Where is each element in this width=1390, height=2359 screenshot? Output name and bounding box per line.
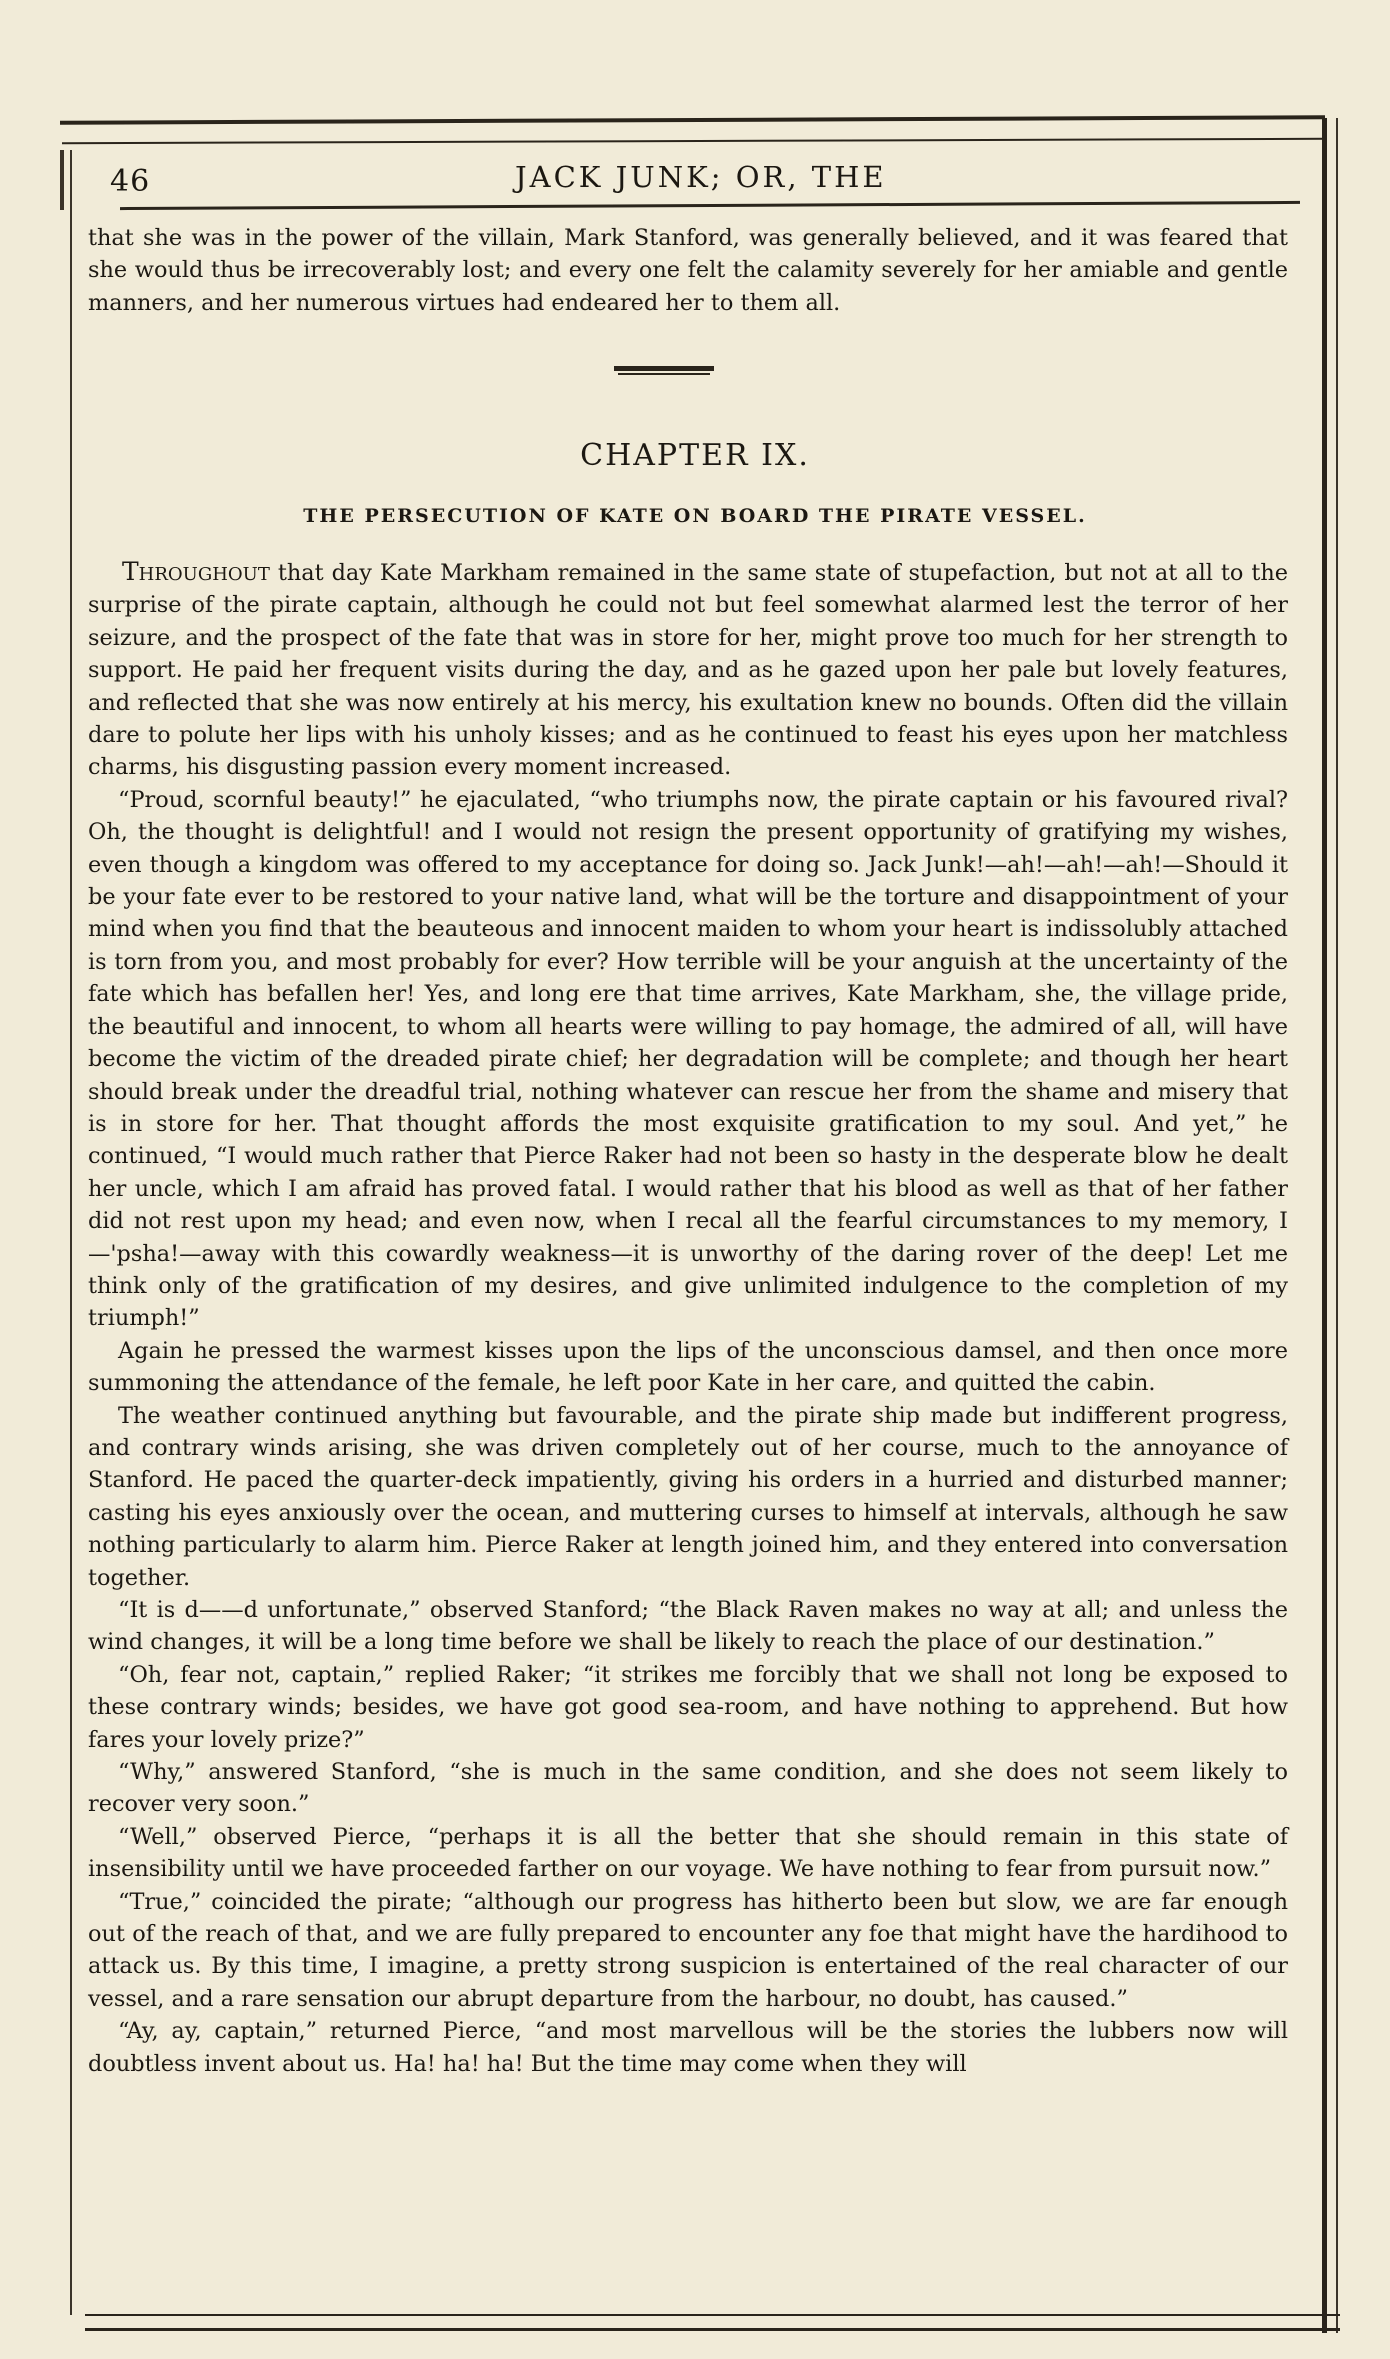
paragraph: The weather continued anything but favourable, and the pirate ship made but indifferent progress, and contrary winds arising, she was driven completely out of her course, much to the annoyance of Stanford. He paced the quarter-deck impatiently, giving his orders in a hurried and disturbed manner; casting his eyes anxiously over the ocean, and muttering curses to himself at intervals, although he saw nothing particularly to alarm him. Pierce Raker at length joined him, and they entered into conversation together. <box>88 1402 1288 1591</box>
paragraph: “It is d——d unfortunate,” observed Stanford; “the Black Raven makes no way at all; and unless the wind changes, it will be a long time before we shall be likely to reach the place of our destination.” <box>88 1597 1288 1656</box>
paragraph-text: that day Kate Markham remained in the same state of stupefaction, but not at all to the surprise of the pirate captain, although he could not but feel somewhat alarmed lest the terror of her seizure, and the prospect of the fate that was in store for her, might prove too much for her strength to support. He paid her frequent visits during the day, and as he gazed upon her pale but lovely features, and reflected that she was now entirely at his mercy, his exultation knew no bounds. Often did the villain dare to polute her lips with his unholy kisses; and as he continued to feast his eyes upon her matchless charms, his disgusting passion every moment increased. <box>88 560 1288 781</box>
drop-word: Throughout <box>122 557 270 586</box>
bottom-rule <box>85 2328 1340 2331</box>
paragraph: “True,” coincided the pirate; “although our progress has hitherto been but slow, we are far enough out of the reach of that, and we are fully prepared to encounter any foe that might have the hardihood to attack us. By this time, I imagine, a pretty strong suspicion is entertained of the real character of our vessel, and a rare sensation our abrupt departure from the harbour, no doubt, has caused.” <box>88 1888 1288 2012</box>
paragraph: “Why,” answered Stanford, “she is much in the same condition, and she does not seem likely to recover very soon.” <box>88 1759 1288 1818</box>
section-separator <box>614 366 714 371</box>
section-separator-thin <box>618 373 710 375</box>
page-number: 46 <box>110 164 151 199</box>
paragraph <box>88 556 1288 784</box>
top-rule-inner <box>62 138 1325 144</box>
opening-paragraph <box>88 222 1288 319</box>
paragraph: “Oh, fear not, captain,” replied Raker; “it strikes me forcibly that we shall not long be exposed to these contrary winds; besides, we have got good sea-room, and have nothing to apprehend. But how fares your lovely prize?” <box>88 1661 1288 1753</box>
top-rule <box>60 115 1325 125</box>
paragraph: “Proud, scornful beauty!” he ejaculated, “who triumphs now, the pirate captain or his favoured rival? Oh, the thought is delightful! and I would not resign the present opportunity of gratifying my wishes, even though a kingdom was offered to my acceptance for doing so. Jack Junk!—ah!—ah!—ah!—Should it be your fate ever to be restored to your native land, what will be the torture and disappointment of your mind when you find that the beauteous and innocent maiden to whom your heart is indissolubly attached is torn from you, and most probably for ever? How terrible will be your anguish at the uncertainty of the fate which has befallen her! Yes, and long ere that time arrives, Kate Markham, she, the village pride, the beautiful and innocent, to whom all hearts were willing to pay homage, the admired of all, will have become the victim of the dreaded pirate chief; her degradation will be complete; and though her heart should break under the dreadful trial, nothing whatever can rescue her from the shame and misery that is in store for her. That thought affords the most exquisite gratification to my soul. And yet,” he continued, “I would much rather that Pierce Raker had not been so hasty in the desperate blow he dealt her uncle, which I am afraid has proved fatal. I would rather that his blood as well as that of her father did not rest upon my head; and even now, when I recal all the fearful circumstances to my memory, I—'psha!—away with this cowardly weakness—it is unworthy of the daring rover of the deep! Let me think only of the gratification of my desires, and give unlimited indulgence to the completion of my triumph!” <box>88 786 1288 1332</box>
paragraph: “Well,” observed Pierce, “perhaps it is all the better that she should remain in this state of insensibility until we have proceeded farther on our voyage. We have nothing to fear from pursuit now.” <box>88 1823 1288 1883</box>
paragraph: that she was in the power of the villain, Mark Stanford, was generally believed, and it was feared that she would thus be irrecoverably lost; and every one felt the calamity severely for her amiable and gentle manners, and her numerous virtues had endeared her to them all. <box>88 225 1288 316</box>
paragraph: Again he pressed the warmest kisses upon the lips of the unconscious damsel, and then once more summoning the attendance of the female, he left poor Kate in her care, and quitted the cabin. <box>88 1337 1288 1397</box>
chapter-title: CHAPTER IX. <box>580 438 810 473</box>
paragraph: “Ay, ay, captain,” returned Pierce, “and most marvellous will be the stories the lubbers now will doubtless invent about us. Ha! ha! ha! But the time may come when they will <box>88 2018 1288 2077</box>
running-title: JACK JUNK; OR, THE <box>515 160 887 194</box>
page-header <box>110 158 1300 208</box>
chapter-subtitle: THE PERSECUTION OF KATE ON BOARD THE PIRATE VESSEL. <box>303 505 1087 527</box>
left-border <box>70 150 72 2315</box>
chapter-body <box>88 556 1288 2080</box>
bottom-rule-inner <box>85 2314 1340 2316</box>
left-border-outer <box>60 150 64 210</box>
